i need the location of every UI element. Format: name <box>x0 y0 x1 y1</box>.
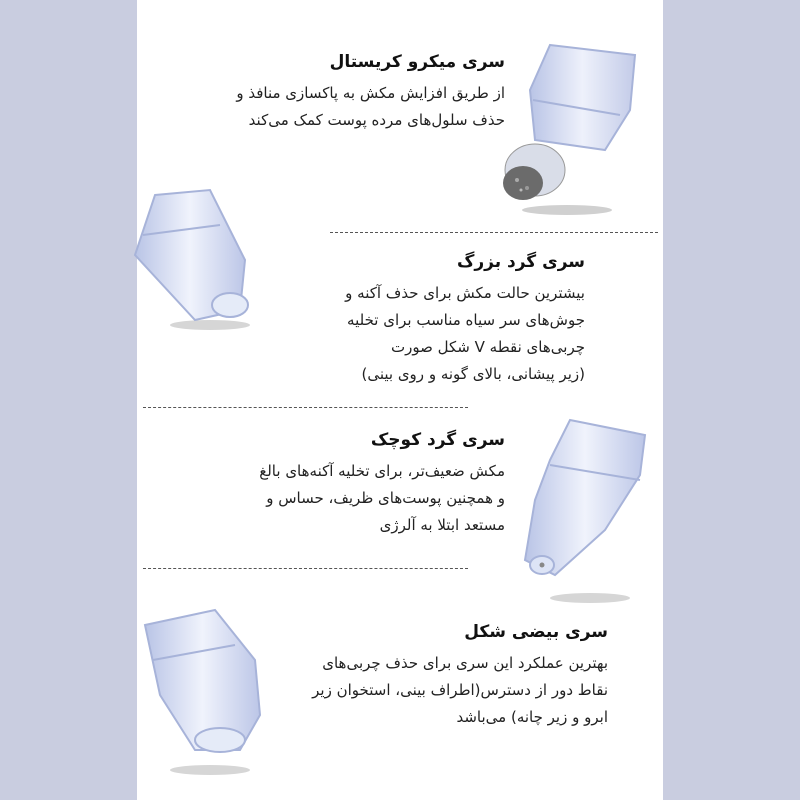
section-line: چربی‌های نقطه V شکل صورت <box>391 338 585 356</box>
small-round-tip-icon <box>510 410 660 610</box>
section-line: بهترین عملکرد این سری برای حذف چربی‌های <box>322 654 608 672</box>
section-line: مکش ضعیف‌تر، برای تخلیه آکنه‌های بالغ <box>259 462 505 480</box>
section-line: مستعد ابتلا به آلرژی <box>379 516 505 534</box>
section-micro-crystal <box>236 52 505 134</box>
section-line: جوش‌های سر سیاه مناسب برای تخلیه <box>347 311 585 329</box>
divider <box>143 568 468 569</box>
micro-crystal-tip-icon <box>495 40 645 220</box>
divider <box>330 232 658 233</box>
section-line: نقاط دور از دسترس(اطراف بینی، استخوان زیر <box>312 681 608 699</box>
section-line: بیشترین حالت مکش برای حذف آکنه و <box>345 284 585 302</box>
large-round-tip-icon <box>125 185 275 335</box>
section-line: و همچنین پوست‌های ظریف، حساس و <box>266 489 505 507</box>
section-title: سری میکرو کریستال <box>329 52 505 72</box>
divider <box>143 407 468 408</box>
section-small-round <box>259 430 505 539</box>
section-oval <box>312 622 608 731</box>
section-line: حذف سلول‌های مرده پوست کمک می‌کند <box>248 111 505 129</box>
section-large-round <box>345 252 585 388</box>
section-line: ابرو و زیر چانه) می‌باشد <box>456 708 608 726</box>
left-margin <box>0 0 137 800</box>
section-line: (زیر پیشانی، بالای گونه و روی بینی) <box>361 365 585 383</box>
section-title: سری گرد بزرگ <box>456 252 585 272</box>
section-title: سری بیضی شکل <box>464 622 608 642</box>
section-title: سری گرد کوچک <box>370 430 505 450</box>
section-line: از طریق افزایش مکش به پاکسازی منافذ و <box>236 84 505 102</box>
oval-tip-icon <box>135 600 285 780</box>
right-margin <box>663 0 800 800</box>
